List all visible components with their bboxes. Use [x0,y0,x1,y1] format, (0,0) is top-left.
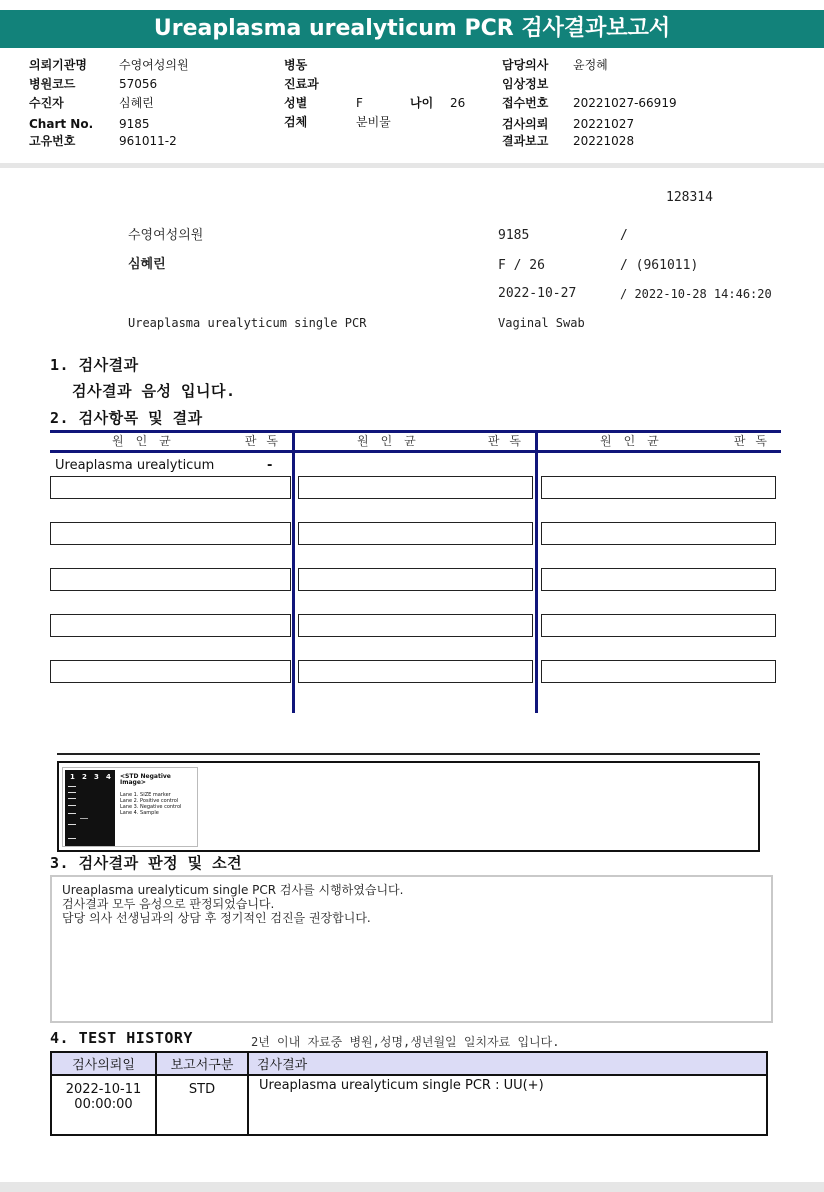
label-sex: 성별 [284,96,308,110]
info-birth: / (961011) [620,258,699,273]
report-title: Ureaplasma urealyticum PCR 검사결과보고서 [0,10,824,48]
section-1-result: 검사결과 음성 입니다. [72,382,236,400]
lane-number: 3 [94,773,99,781]
label-ward: 병동 [284,58,308,72]
info-request-date: 2022-10-27 [498,286,577,301]
value-patient: 심혜린 [119,96,154,110]
gel-legend-line: Lane 1. SIZE marker [120,792,171,798]
label-department: 진료과 [284,77,319,91]
lane-number: 2 [82,773,87,781]
result-box [298,660,533,683]
label-report-date: 결과보고 [502,134,549,148]
grid-divider-2 [535,430,538,713]
grid-header-pathogen: 원인균 [357,434,428,448]
grid-header-judgement: 판독 [733,434,777,448]
grid-judgement-1: - [267,458,273,473]
control-band [80,818,88,819]
grid-header-pathogen: 원인균 [112,434,183,448]
gel-image [62,767,198,847]
value-receipt-no: 20221027-66919 [573,96,677,110]
history-table [50,1051,768,1136]
label-patient: 수진자 [29,96,64,110]
gel-legend-line: Lane 4. Sample [120,810,159,816]
grid-header-judgement: 판독 [487,434,531,448]
grid-header-col-3 [538,433,781,450]
history-header-type: 보고서구분 [156,1052,248,1075]
history-date: 2022-10-11 [65,1082,142,1097]
grid-divider-1 [292,430,295,713]
result-box [298,614,533,637]
grid-header-pathogen: 원인균 [600,434,671,448]
result-box [50,476,291,499]
footer-bar [0,1182,824,1192]
label-clinical-info: 임상정보 [502,77,549,91]
marker-band [68,786,76,787]
result-box [541,522,776,545]
info-specimen-type: Vaginal Swab [498,316,585,330]
label-institution: 의뢰기관명 [29,58,87,72]
result-box [541,614,776,637]
label-receipt-no: 접수번호 [502,96,549,110]
section-1-title: 1. 검사결과 [50,356,139,374]
result-box [50,522,291,545]
history-type: STD [156,1075,248,1135]
result-box [298,476,533,499]
value-hospital-code: 57056 [119,77,158,91]
history-header-date: 검사의뢰일 [51,1052,156,1075]
marker-band [68,805,76,806]
report-id: 128314 [666,190,713,205]
grid-header-rule [50,450,781,453]
result-box [50,660,291,683]
opinion-line: Ureaplasma urealyticum single PCR 검사를 시행하였습니다. [62,883,404,897]
grid-pathogen-1: Ureaplasma urealyticum [55,458,215,473]
history-header-result: 검사결과 [248,1052,767,1075]
value-report-date: 20221028 [573,134,635,148]
opinion-line: 담당 의사 선생님과의 상담 후 정기적인 검진을 권장합니다. [62,911,371,925]
label-chart-no: Chart No. [29,117,94,131]
history-time: 00:00:00 [74,1097,133,1112]
header-separator [0,163,824,168]
value-request-date: 20221027 [573,117,635,131]
result-box [541,660,776,683]
info-institution: 수영여성의원 [128,228,204,243]
result-box [298,568,533,591]
history-result: Ureaplasma urealyticum single PCR : UU(+) [248,1075,767,1135]
info-slash: / [620,228,628,243]
value-unique-no: 961011-2 [119,134,177,148]
section-4-title: 4. TEST HISTORY [50,1029,193,1047]
section-3-title: 3. 검사결과 판정 및 소견 [50,854,243,872]
opinion-box [50,875,773,1023]
value-doctor: 윤정혜 [573,58,608,72]
info-chart-no: 9185 [498,228,530,243]
result-box [50,568,291,591]
result-box [298,522,533,545]
gel-legend-line: Lane 2. Positive control [120,798,179,804]
table-row [51,1075,767,1135]
section-2-title: 2. 검사항목 및 결과 [50,409,203,427]
history-note: 2년 이내 자료중 병원,성명,생년월일 일치자료 입니다. [251,1035,560,1049]
marker-band [68,824,76,825]
value-sex: F [356,96,363,110]
grid-header-col-2 [295,433,535,450]
value-institution: 수영여성의원 [119,58,189,72]
label-hospital-code: 병원코드 [29,77,76,91]
history-date-cell [51,1075,156,1135]
gel-top-rule [57,753,760,755]
result-box [541,568,776,591]
info-test-name: Ureaplasma urealyticum single PCR [128,316,367,330]
label-age: 나이 [410,96,434,110]
lane-number: 1 [70,773,75,781]
result-box [541,476,776,499]
lane-number: 4 [106,773,111,781]
opinion-line: 검사결과 모두 음성으로 판정되었습니다. [62,897,275,911]
marker-band [68,838,76,839]
info-report-datetime: / 2022-10-28 14:46:20 [620,287,772,301]
gel-legend [120,774,197,816]
marker-band [68,792,76,793]
gel-legend-line: Lane 3. Negative control [120,804,182,810]
label-doctor: 담당의사 [502,58,549,72]
label-request-date: 검사의뢰 [502,117,549,131]
marker-band [68,798,76,799]
value-chart-no: 9185 [119,117,150,131]
grid-header-judgement: 판독 [244,434,288,448]
value-age: 26 [450,96,466,110]
gel-title: <STD Negative Image> [120,773,171,786]
value-specimen: 분비물 [356,115,391,129]
result-box [50,614,291,637]
label-specimen: 검체 [284,115,308,129]
marker-band [68,813,76,814]
grid-header-col-1 [50,433,292,450]
info-patient-name: 심혜린 [128,257,166,272]
label-unique-no: 고유번호 [29,134,76,148]
gel-photo [65,770,115,846]
info-sex-age: F / 26 [498,258,545,273]
